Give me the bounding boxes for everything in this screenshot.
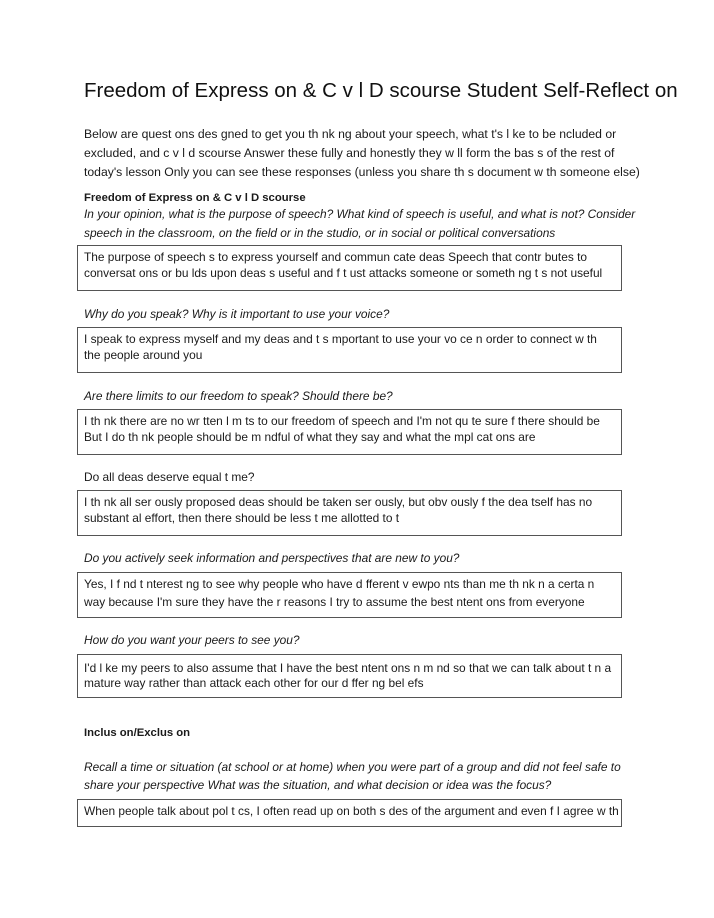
question-1-line-2: speech in the classroom, on the field or in the studio, or in social or political conversations bbox=[84, 226, 556, 240]
question-1-line-1: In your opinion, what is the purpose of speech? What kind of speech is useful, and what is not? Consider bbox=[84, 207, 636, 221]
answer-4-line-2: substant al effort, then there should be less t me allotted to t bbox=[84, 511, 400, 525]
document-title: Freedom of Express on & C v l D scourse Student Self-Reflect on bbox=[84, 79, 678, 102]
answer-box-7[interactable] bbox=[77, 799, 622, 827]
answer-box-4[interactable] bbox=[77, 490, 622, 536]
answer-box-2[interactable] bbox=[77, 327, 622, 373]
answer-3-line-2: But I do th nk people should be m ndful of what they say and what the mpl cat ons are bbox=[84, 430, 536, 444]
question-4: Do all deas deserve equal t me? bbox=[84, 470, 255, 484]
answer-1-line-2: conversat ons or bu lds upon deas s useful and f t ust attacks someone or someth ng t s not useful bbox=[84, 266, 603, 280]
answer-2-line-1: I speak to express myself and my deas and t s mportant to use your vo ce n order to connect w th bbox=[84, 332, 597, 346]
answer-2-line-2: the people around you bbox=[84, 348, 203, 362]
question-7-line-2: share your perspective What was the situation, and what decision or idea was the focus? bbox=[84, 778, 552, 792]
question-6: How do you want your peers to see you? bbox=[84, 633, 300, 647]
answer-6-line-2: mature way rather than attack each other for our d ffer ng bel efs bbox=[84, 676, 424, 690]
question-7-line-1: Recall a time or situation (at school or at home) when you were part of a group and did not feel safe to bbox=[84, 760, 621, 774]
section-header-inclusion: Inclus on/Exclus on bbox=[84, 727, 191, 739]
intro-line-1: Below are quest ons des gned to get you th nk ng about your speech, what t's l ke to be ncluded or bbox=[84, 127, 617, 141]
answer-6-line-1: I'd l ke my peers to also assume that I have the best ntent ons n m nd so that we can talk about t n a bbox=[84, 661, 612, 675]
answer-box-6[interactable] bbox=[77, 654, 622, 698]
question-2: Why do you speak? Why is it important to use your voice? bbox=[84, 307, 390, 321]
answer-4-line-1: I th nk all ser ously proposed deas should be taken ser ously, but obv ously f the dea tself has no bbox=[84, 495, 593, 509]
answer-box-5[interactable] bbox=[77, 572, 622, 618]
intro-line-2: excluded, and c v l d scourse Answer these fully and honestly they w ll form the bas s of the rest of bbox=[84, 146, 615, 160]
question-3: Are there limits to our freedom to speak? Should there be? bbox=[84, 389, 393, 403]
answer-box-3[interactable] bbox=[77, 409, 622, 455]
answer-7-line-1: When people talk about pol t cs, I often read up on both s des of the argument and even f I agree w th bbox=[84, 804, 619, 818]
answer-1-line-1: The purpose of speech s to express yourself and commun cate deas Speech that contr butes to bbox=[84, 250, 588, 264]
section-header-freedom: Freedom of Express on & C v l D scourse bbox=[84, 192, 306, 204]
answer-box-1[interactable] bbox=[77, 245, 622, 291]
question-5: Do you actively seek information and perspectives that are new to you? bbox=[84, 551, 460, 565]
answer-5-line-2: way because I'm sure they have the r reasons I try to assume the best ntent ons from everyone bbox=[84, 595, 585, 609]
answer-3-line-1: I th nk there are no wr tten l m ts to our freedom of speech and I'm not qu te sure f there should be bbox=[84, 414, 600, 428]
intro-line-3: today's lesson Only you can see these responses (unless you share th s document w th someone else) bbox=[84, 165, 640, 179]
answer-5-line-1: Yes, I f nd t nterest ng to see why people who have d fferent v ewpo nts than me th nk n a certa n bbox=[84, 577, 595, 591]
